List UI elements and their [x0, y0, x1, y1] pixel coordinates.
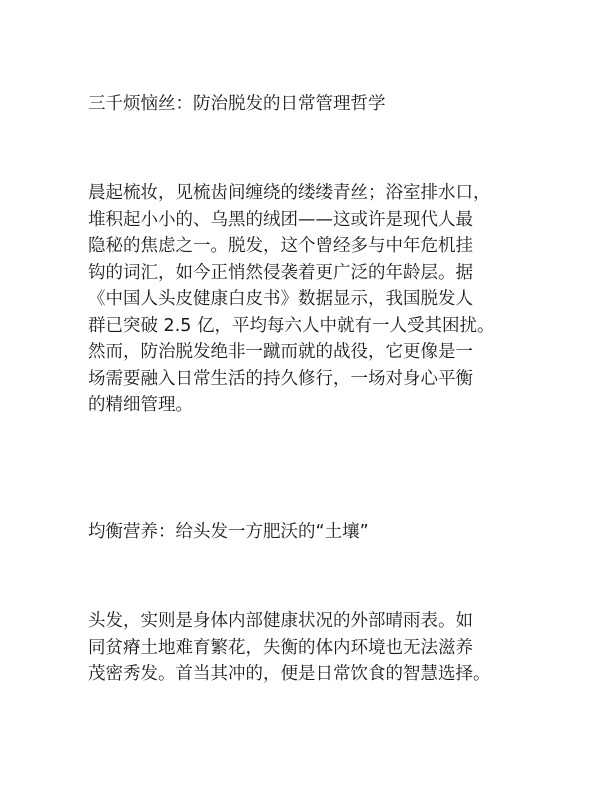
paragraph-line: 然而，防治脱发绝非一蹴而就的战役，它更像是一	[88, 342, 473, 362]
paragraph-line: 《中国人头皮健康白皮书》数据显示，我国脱发人	[88, 289, 473, 309]
paragraph-line: 的精细管理。	[88, 395, 193, 415]
paragraph-line: 茂密秀发。首当其冲的，便是日常饮食的智慧选择。	[88, 664, 491, 684]
section-heading-main: 三千烦恼丝：防治脱发的日常管理哲学	[88, 94, 386, 114]
paragraph-line: 头发，实则是身体内部健康状况的外部晴雨表。如	[88, 611, 473, 631]
paragraph-line: 场需要融入日常生活的持久修行，一场对身心平衡	[88, 368, 473, 389]
paragraph-line: 钩的词汇，如今正悄然侵袭着更广泛的年龄层。据	[88, 262, 473, 283]
paragraph-line: 晨起梳妆，见梳齿间缠绕的缕缕青丝；浴室排水口，	[88, 183, 491, 203]
section-heading-nutrition: 均衡营养：给头发一方肥沃的“土壤”	[88, 522, 369, 542]
paragraph-line: 隐秘的焦虑之一。脱发，这个曾经多与中年危机挂	[88, 236, 473, 256]
intro-paragraph	[88, 180, 528, 419]
paragraph-line: 堆积起小小的、乌黑的绒团——这或许是现代人最	[88, 209, 473, 230]
paragraph-line: 群已突破 2.5 亿，平均每六人中就有一人受其困扰。	[88, 315, 495, 336]
paragraph-line: 同贫瘠土地难育繁花，失衡的体内环境也无法滋养	[88, 637, 473, 658]
nutrition-paragraph	[88, 608, 528, 688]
